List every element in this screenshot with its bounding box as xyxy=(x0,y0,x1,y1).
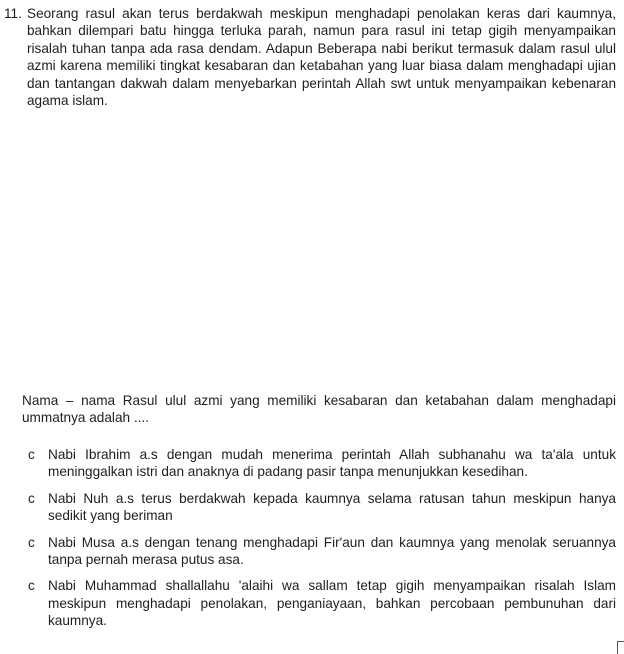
checkbox-marker[interactable]: c xyxy=(28,447,35,462)
answer-options xyxy=(22,446,616,639)
corner-bracket-icon xyxy=(617,641,624,654)
question-stem xyxy=(4,5,616,109)
question-text: Seorang rasul akan terus berdakwah meskipun menghadapi penolakan keras dari kaumnya, bahkan dilempari batu hingga terluka parah, namun para rasul ini tetap gigih menyampaikan risalah tuhan tanpa ada rasa dendam. Adapun Beberapa nabi berikut termasuk dalam rasul ulul azmi karena memiliki tingkat kesabaran dan ketabahan yang luar biasa dalam menghadapi ujian dan tantangan dakwah dalam menyebarkan perintah Allah swt untuk menyampaikan kebenaran agama islam. xyxy=(27,6,616,109)
checkbox-marker[interactable]: c xyxy=(28,534,35,550)
question-prompt: Nama – nama Rasul ulul azmi yang memiliki kesabaran dan ketabahan dalam menghadapi ummatnya adalah .... xyxy=(22,393,616,426)
answer-option-text: Nabi Muhammad shallallahu 'alaihi wa sallam tetap gigih menyampaikan risalah Islam meskipun menghadapi penolakan, penganiayaan, bahkan percobaan pembunuhan dari kaumnya. xyxy=(48,578,616,629)
checkbox-marker[interactable]: c xyxy=(28,578,35,594)
answer-option-text: Nabi Nuh a.s terus berdakwah kepada kaumnya selama ratusan tahun meskipun hanya sedikit yang beriman xyxy=(48,490,616,524)
checkbox-marker[interactable]: c xyxy=(28,490,35,506)
answer-option-4[interactable] xyxy=(22,577,616,629)
answer-option-text: Nabi Musa a.s dengan tenang menghadapi Fir'aun dan kaumnya yang menolak seruannya tanpa pernah merasa putus asa. xyxy=(48,534,616,568)
answer-option-text: Nabi Ibrahim a.s dengan mudah menerima perintah Allah subhanahu wa ta'ala untuk meninggalkan istri dan anaknya di padang pasir tanpa menunjukkan kesedihan. xyxy=(48,447,616,480)
answer-option-2[interactable] xyxy=(22,490,616,525)
question-number: 11. xyxy=(4,6,22,21)
answer-option-3[interactable] xyxy=(22,534,616,569)
answer-option-1[interactable] xyxy=(22,446,616,481)
